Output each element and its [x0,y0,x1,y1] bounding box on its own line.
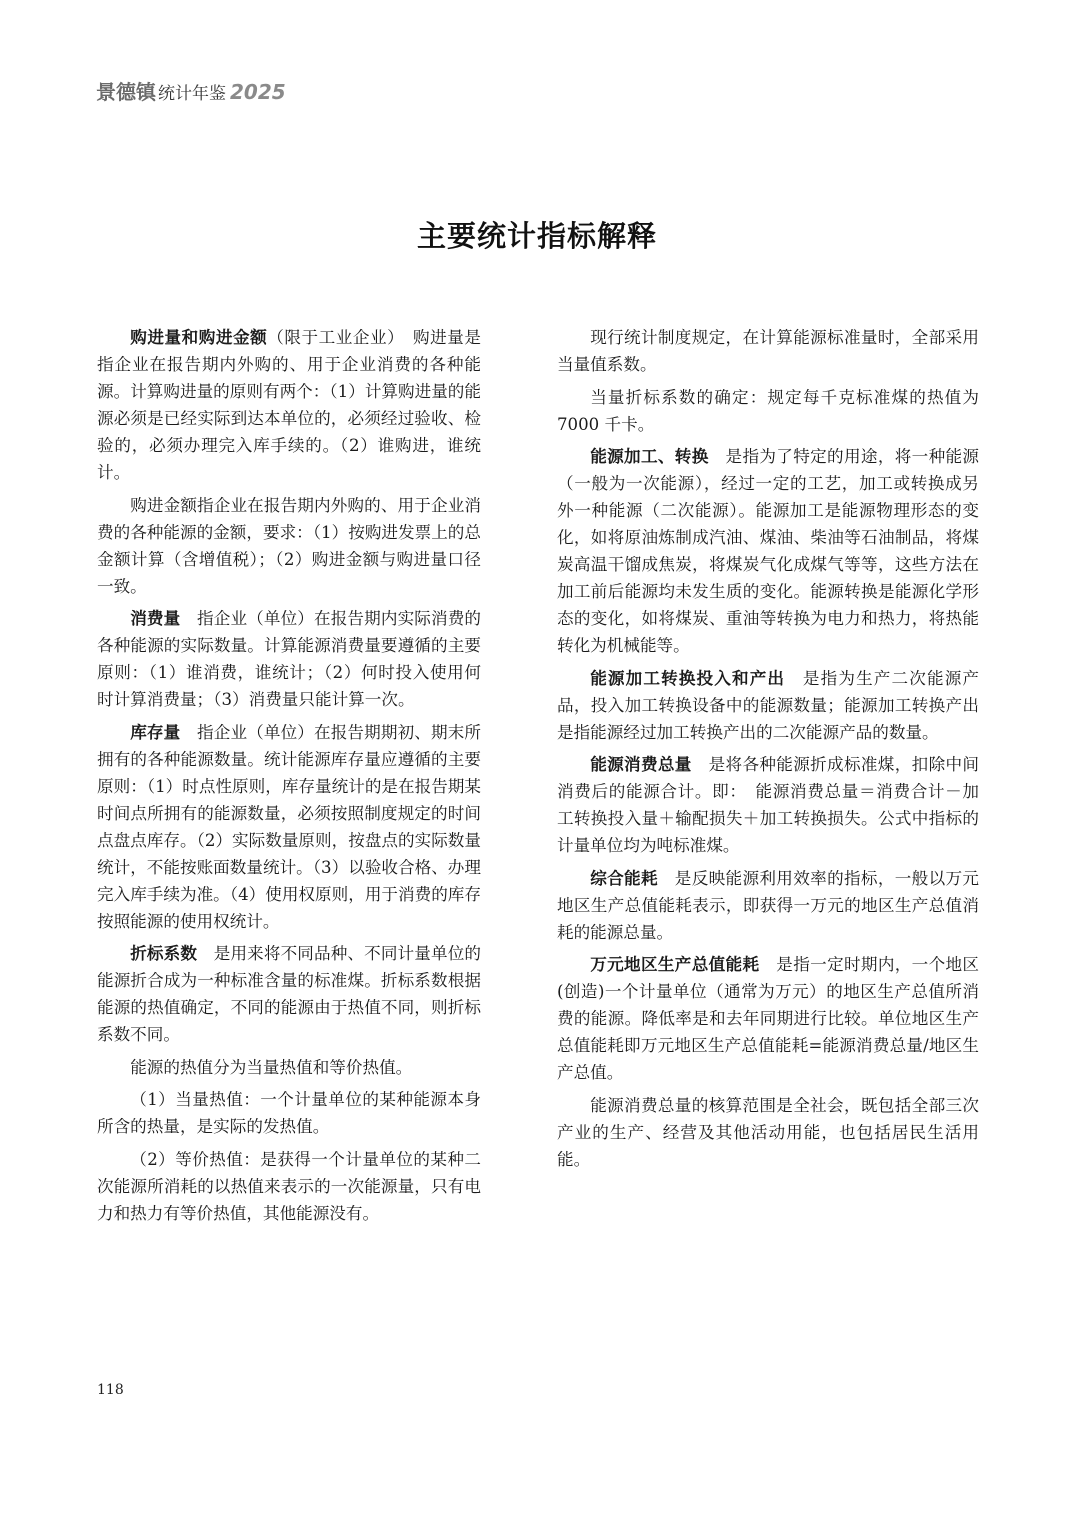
paragraph-text: （1）当量热值：一个计量单位的某种能源本身所含的热量，是实际的发热值。 [97,1090,481,1136]
term-heading: 能源消费总量 [590,755,692,774]
paragraph-text: 购进金额指企业在报告期内外购的、用于企业消费的各种能源的金额，要求：（1）按购进发票上的总金额计算（含增值税）；（2）购进金额与购进量口径一致。 [97,495,481,596]
paragraph [557,324,979,378]
term-heading: 消费量 [130,609,181,628]
paragraph [557,384,979,438]
paragraph-text: 能源的热值分为当量热值和等价热值。 [130,1057,413,1077]
running-header [96,76,286,105]
paragraph-text: （2）等价热值：是获得一个计量单位的某种二次能源所消耗的以热值来表示的一次能源量，只有电力和热力有等价热值，其他能源没有。 [97,1149,481,1223]
paragraph [97,1146,481,1227]
paragraph-text: （限于工业企业） 购进量是指企业在报告期内外购的、用于企业消费的各种能源。计算购进量的原则有两个：（1）计算购进量的能源必须是已经实际到达本单位的，必须经过验收、检验的，必须办理完入库手续的。（2）谁购进，谁统计。 [97,328,482,482]
paragraph [97,492,481,600]
term-heading: 折标系数 [130,944,198,963]
paragraph-text: 指企业（单位）在报告期期初、期末所拥有的各种能源数量。统计能源库存量应遵循的主要原则：（1）时点性原则，库存量统计的是在报告期某时间点所拥有的能源数量，必须按照制度规定的时间点盘点库存。（2）实际数量原则，按盘点的实际数量统计，不能按账面数量统计。（3）以验收合格、办理完入库手续为准。（4）使用权原则，用于消费的库存按照能源的使用权统计。 [97,722,482,931]
paragraph [97,605,481,713]
paragraph [557,951,979,1086]
header-city: 景德镇 [96,80,156,104]
paragraph [557,443,979,659]
paragraph [557,865,979,946]
paragraph-text: 现行统计制度规定，在计算能源标准量时，全部采用当量值系数。 [557,328,979,374]
paragraph-text: 是指为了特定的用途，将一种能源（一般为一次能源），经过一定的工艺，加工或转换成另外一种能源（二次能源）。能源加工是能源物理形态的变化，如将原油炼制成汽油、煤油、柴油等石油制品，将煤炭高温干馏成焦炭，将煤炭气化成煤气等等，这些方法在加工前后能源均未发生质的变化。能源转换是能源化学形态的变化，如将煤炭、重油等转换为电力和热力，将热能转化为机械能等。 [557,447,980,655]
paragraph-text: 是用来将不同品种、不同计量单位的能源折合成为一种标准含量的标准煤。折标系数根据能源的热值确定，不同的能源由于热值不同，则折标系数不同。 [97,944,481,1044]
paragraph [97,1086,481,1140]
paragraph [97,719,481,935]
header-book-name: 统计年鉴 [158,84,226,104]
right-column [557,324,979,1178]
term-heading: 万元地区生产总值能耗 [590,955,760,974]
paragraph-text: 是指一定时期内，一个地区(创造)一个计量单位（通常为万元）的地区生产总值所消费的能源。降低率是和去年同期进行比较。单位地区生产总值能耗即万元地区生产总值能耗=能源消费总量/地区生产总值。 [557,955,980,1082]
header-year: 2025 [230,80,286,104]
paragraph [557,751,979,859]
paragraph-text: 指企业（单位）在报告期内实际消费的各种能源的实际数量。计算能源消费量要遵循的主要原则：（1）谁消费，谁统计；（2）何时投入使用何时计算消费量；（3）消费量只能计算一次。 [97,609,482,709]
term-heading: 库存量 [130,722,181,742]
page-number: 118 [97,1382,124,1398]
page-title: 主要统计指标解释 [416,219,657,253]
paragraph [97,940,481,1048]
paragraph [97,1054,481,1081]
paragraph [557,665,979,746]
left-column [97,324,481,1232]
paragraph [97,324,481,486]
paragraph [557,1092,979,1173]
term-heading: 综合能耗 [590,868,658,888]
paragraph-text: 是将各种能源折成标准煤，扣除中间消费后的能源合计。即： 能源消费总量＝消费合计－加工转换投入量＋输配损失＋加工转换损失。公式中指标的计量单位均为吨标准煤。 [557,755,980,855]
paragraph-text: 当量折标系数的确定：规定每千克标准煤的热值为 7000 千卡。 [557,387,979,434]
term-heading: 能源加工、转换 [590,447,709,466]
term-heading: 购进量和购进金额 [130,328,268,347]
term-heading: 能源加工转换投入和产出 [590,668,786,688]
paragraph-text: 是反映能源利用效率的指标，一般以万元地区生产总值能耗表示，即获得一万元的地区生产总值消耗的能源总量。 [557,868,980,942]
paragraph-text: 是指为生产二次能源产品，投入加工转换设备中的能源数量；能源加工转换产出是指能源经过加工转换产出的二次能源产品的数量。 [557,668,980,742]
paragraph-text: 能源消费总量的核算范围是全社会，既包括全部三次产业的生产、经营及其他活动用能，也包括居民生活用能。 [557,1095,979,1169]
